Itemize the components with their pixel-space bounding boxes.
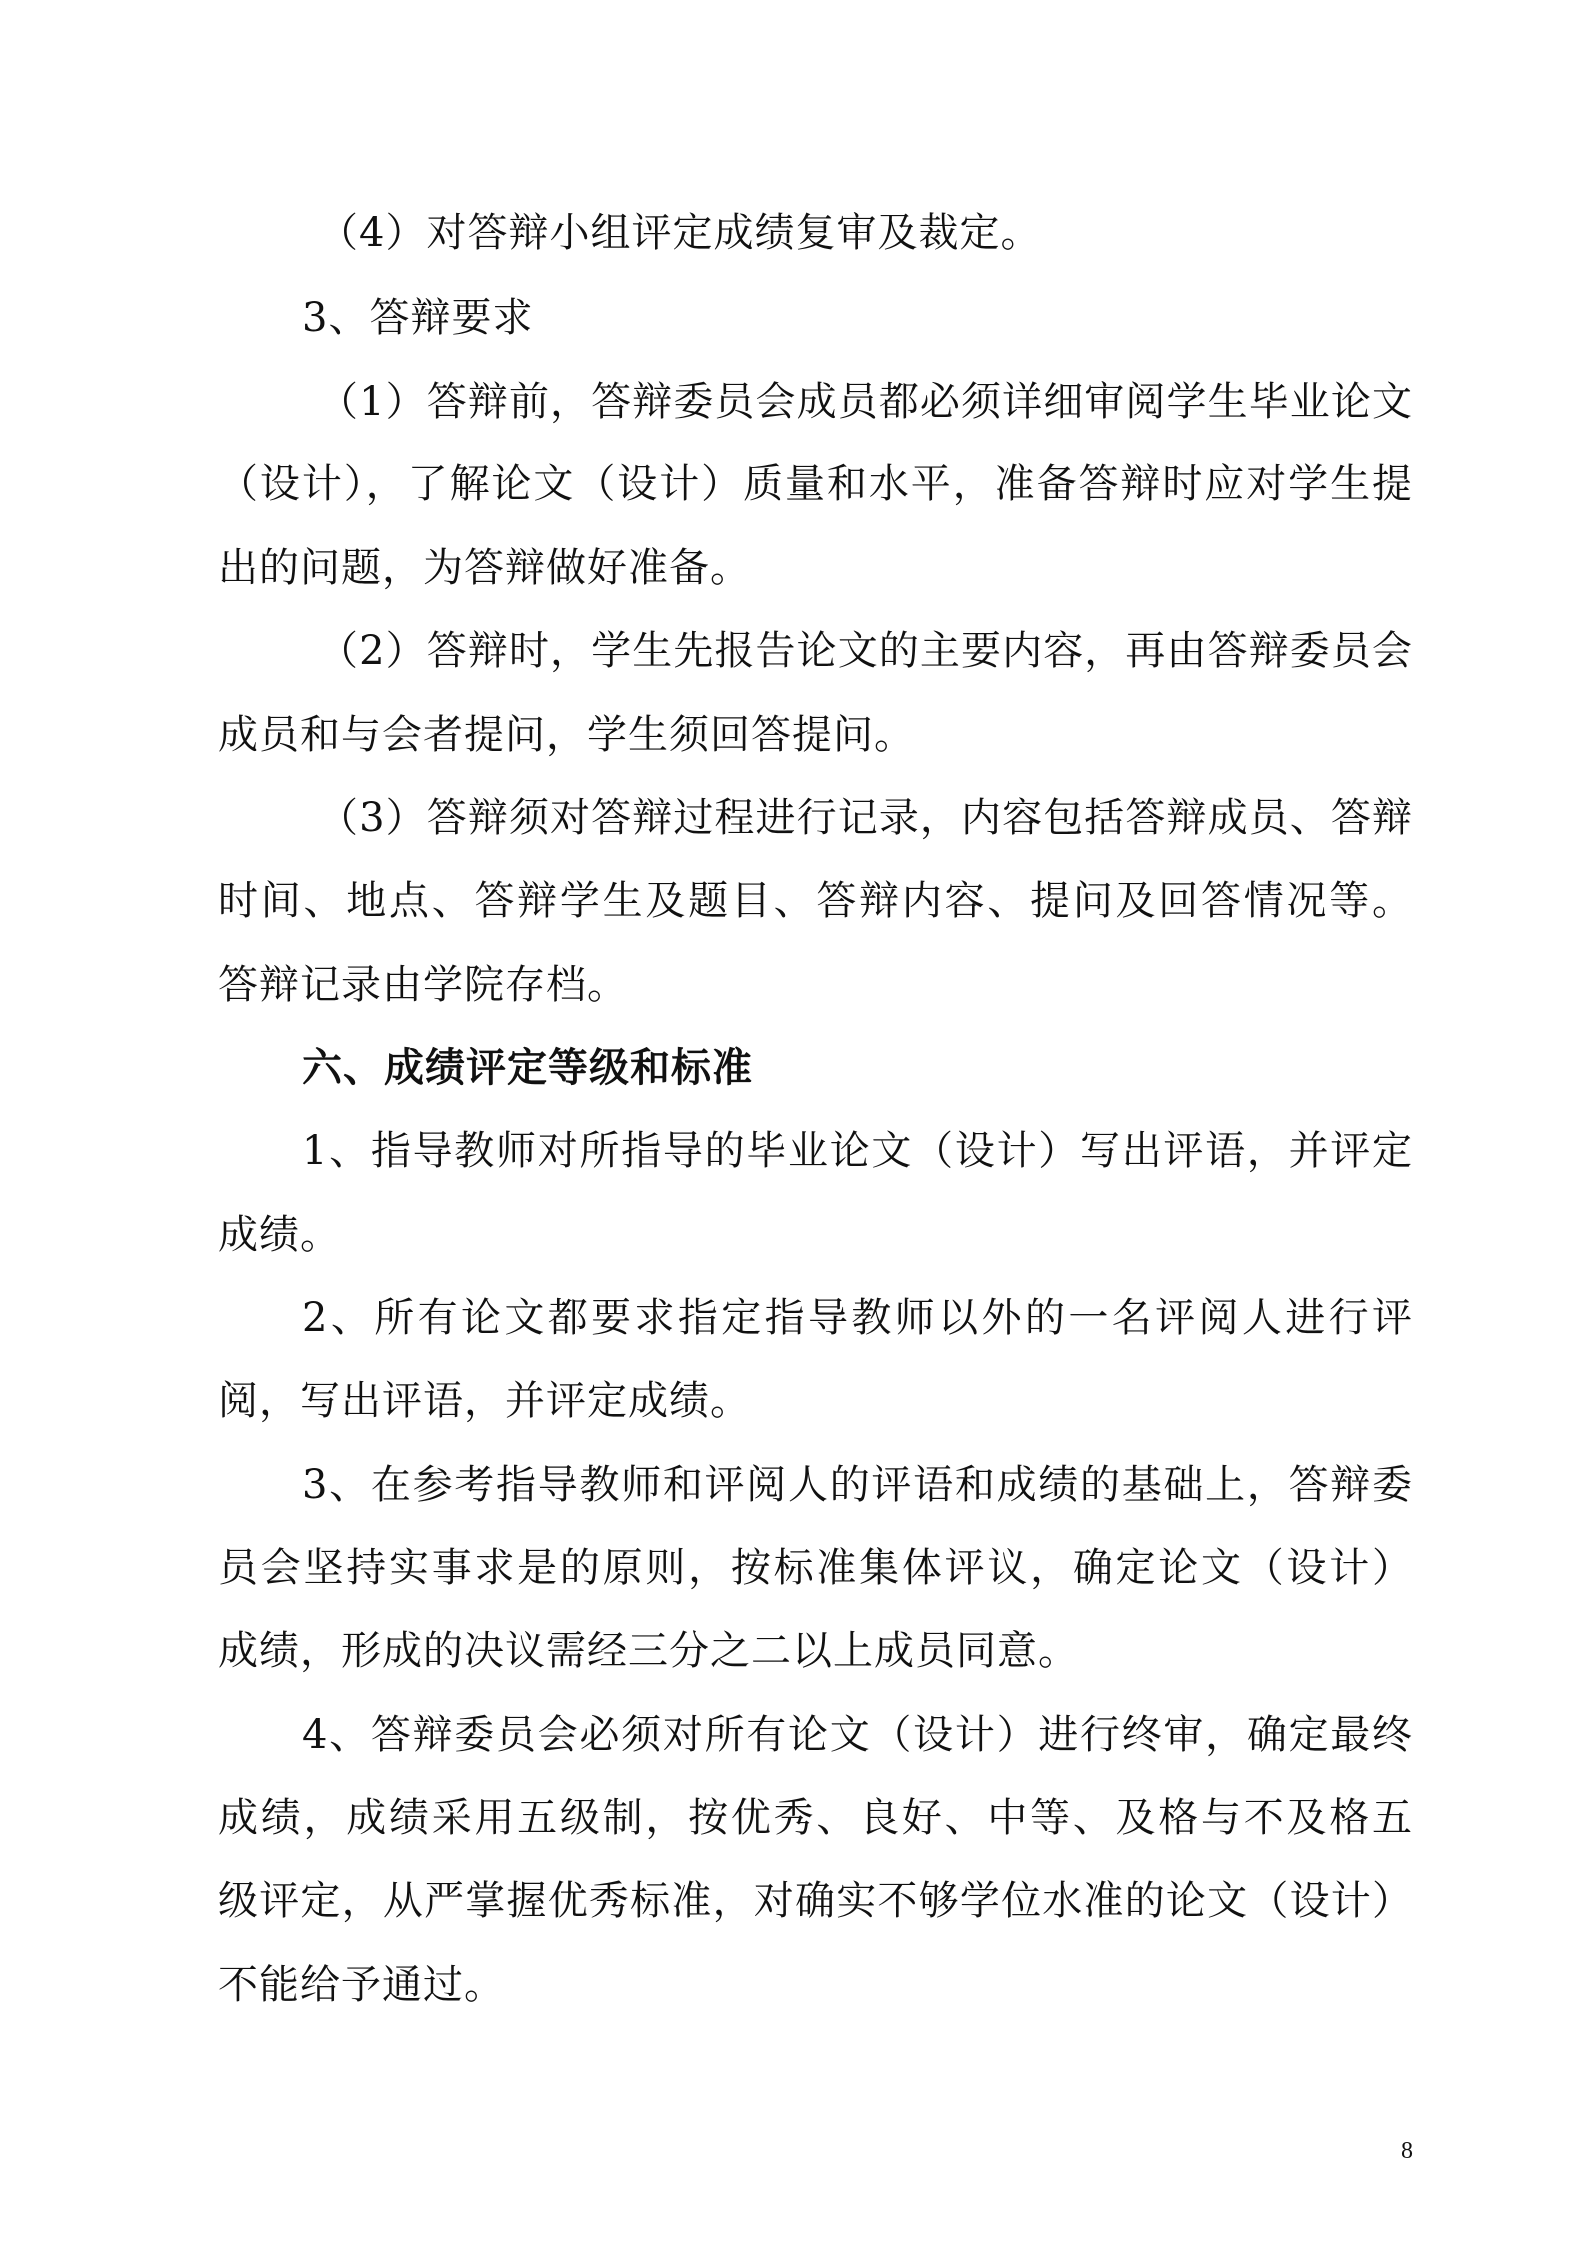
text-line: 4、答辩委员会必须对所有论文（设计）进行终审，确定最终 [302, 1712, 1413, 1758]
text-line: 3、在参考指导教师和评阅人的评语和成绩的基础上，答辩委 [302, 1462, 1413, 1508]
text-line: 1、指导教师对所指导的毕业论文（设计）写出评语，并评定 [302, 1128, 1413, 1174]
text-line: 成绩。 [218, 1212, 341, 1258]
text-line: 阅，写出评语，并评定成绩。 [218, 1378, 751, 1424]
text-line: （设计），了解论文（设计）质量和水平，准备答辩时应对学生提 [218, 461, 1413, 507]
section-subheading: 3、答辩要求 [302, 295, 534, 341]
text-line: 2、所有论文都要求指定指导教师以外的一名评阅人进行评 [302, 1295, 1413, 1341]
text-line: 时间、地点、答辩学生及题目、答辩内容、提问及回答情况等。 [218, 878, 1413, 924]
text-line: 成员和与会者提问，学生须回答提问。 [218, 712, 915, 758]
text-line: 级评定，从严掌握优秀标准，对确实不够学位水准的论文（设计） [218, 1878, 1413, 1924]
text-line: 员会坚持实事求是的原则，按标准集体评议，确定论文（设计） [218, 1545, 1413, 1591]
text-line: 成绩，成绩采用五级制，按优秀、良好、中等、及格与不及格五 [218, 1795, 1413, 1841]
text-line: 出的问题，为答辩做好准备。 [218, 545, 751, 591]
section-heading: 六、成绩评定等级和标准 [302, 1045, 753, 1091]
page-number: 8 [1401, 2138, 1413, 2164]
text-line: 成绩，形成的决议需经三分之二以上成员同意。 [218, 1628, 1079, 1674]
text-line: 不能给予通过。 [218, 1962, 505, 2008]
text-line: （4）对答辩小组评定成绩复审及裁定。 [318, 210, 1042, 256]
text-line: （2）答辩时，学生先报告论文的主要内容，再由答辩委员会 [318, 628, 1413, 674]
text-line: （1）答辩前，答辩委员会成员都必须详细审阅学生毕业论文 [318, 379, 1413, 425]
text-line: （3）答辩须对答辩过程进行记录，内容包括答辩成员、答辩 [318, 795, 1413, 841]
text-line: 答辩记录由学院存档。 [218, 962, 628, 1008]
